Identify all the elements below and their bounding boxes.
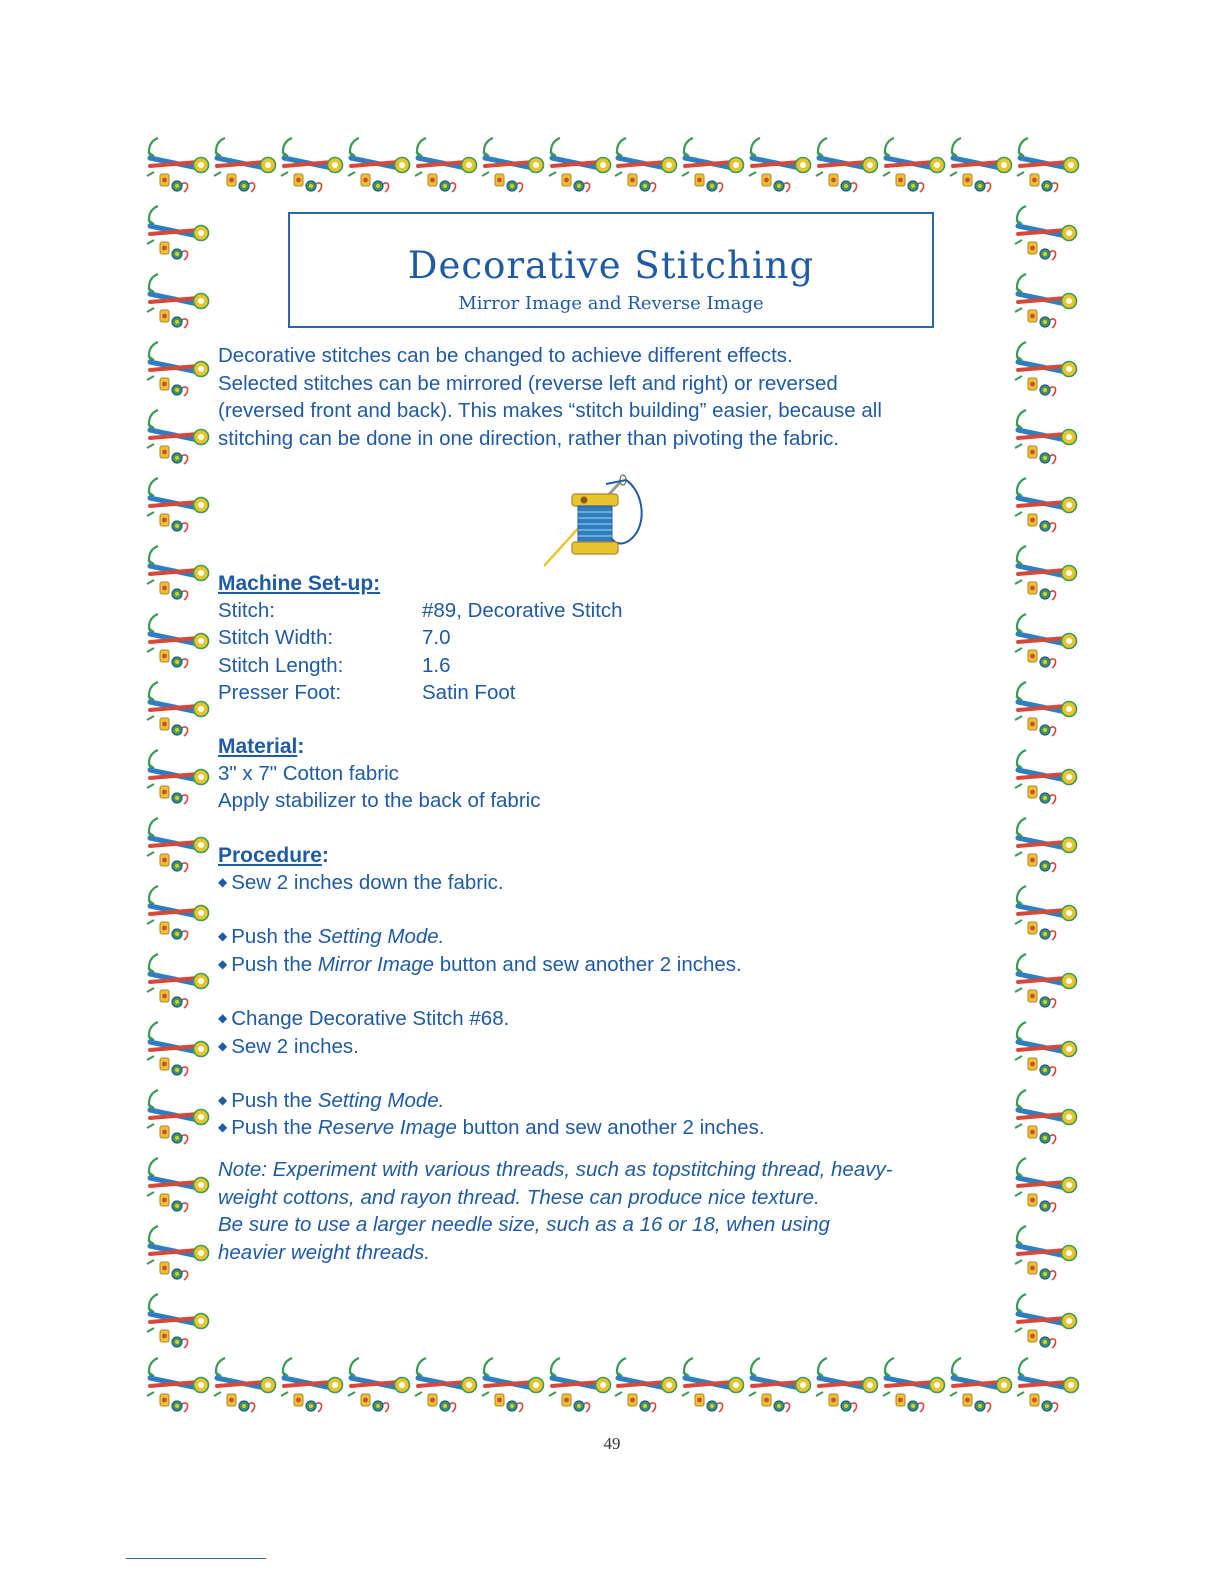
border-top: [144, 132, 1080, 200]
scissors-thread-spool-icon: [412, 1352, 478, 1420]
scissors-thread-spool-icon: [1012, 268, 1078, 336]
bullet-icon: ◆: [218, 1120, 228, 1135]
setup-value: Satin Foot: [422, 680, 516, 704]
scissors-thread-spool-icon: [679, 132, 745, 200]
scissors-thread-spool-icon: [144, 812, 210, 880]
scissors-thread-spool-icon: [345, 132, 411, 200]
scissors-thread-spool-icon: [144, 1352, 210, 1420]
heading-colon: :: [321, 843, 329, 867]
procedure-step: ◆ Sew 2 inches.: [218, 1034, 359, 1058]
procedure-step: ◆ Sew 2 inches down the fabric.: [218, 870, 504, 894]
procedure-step: ◆ Push the Reserve Image button and sew another 2 inches.: [218, 1116, 765, 1140]
scissors-thread-spool-icon: [1014, 1352, 1080, 1420]
bullet-icon: ◆: [218, 929, 228, 944]
setup-row: [218, 597, 1008, 624]
page-number: 49: [603, 1434, 621, 1453]
scissors-thread-spool-icon: [144, 608, 210, 676]
material-line: Apply stabilizer to the back of fabric: [218, 789, 541, 813]
border-right: [1012, 200, 1080, 1350]
scissors-thread-spool-icon: [1012, 812, 1078, 880]
scissors-thread-spool-icon: [1012, 676, 1078, 744]
bullet-icon: ◆: [218, 1038, 228, 1053]
scissors-thread-spool-icon: [1012, 540, 1078, 608]
title-box: [288, 212, 934, 328]
scissors-thread-spool-icon: [1012, 880, 1078, 948]
scissors-thread-spool-icon: [144, 404, 210, 472]
note-paragraph: [218, 1156, 1008, 1267]
border-bottom: [144, 1352, 1080, 1420]
scissors-thread-spool-icon: [144, 540, 210, 608]
scissors-thread-spool-icon: [144, 1016, 210, 1084]
scissors-thread-spool-icon: [746, 132, 812, 200]
machine-setup-heading: Machine Set-up:: [218, 572, 381, 595]
scissors-thread-spool-icon: [546, 132, 612, 200]
scissors-thread-spool-icon: [144, 268, 210, 336]
scissors-thread-spool-icon: [813, 132, 879, 200]
scissors-thread-spool-icon: [211, 132, 277, 200]
scissors-thread-spool-icon: [1012, 1084, 1078, 1152]
material-line: 3" x 7" Cotton fabric: [218, 762, 399, 786]
note-line: weight cottons, and rayon thread. These can produce nice texture.: [218, 1185, 820, 1209]
bullet-icon: ◆: [218, 956, 228, 971]
setup-value: 7.0: [422, 626, 451, 650]
scissors-thread-spool-icon: [144, 676, 210, 744]
thread-spool-needle-icon: [544, 474, 664, 570]
scissors-thread-spool-icon: [144, 1288, 210, 1350]
scissors-thread-spool-icon: [144, 132, 210, 200]
setup-label: Presser Foot:: [218, 680, 342, 704]
heading-colon: :: [297, 735, 305, 759]
setup-label: Stitch Width:: [218, 626, 334, 650]
scissors-thread-spool-icon: [479, 132, 545, 200]
procedure-section: [218, 842, 1008, 1142]
scissors-thread-spool-icon: [947, 132, 1013, 200]
scissors-thread-spool-icon: [1014, 132, 1080, 200]
scissors-thread-spool-icon: [880, 1352, 946, 1420]
scissors-thread-spool-icon: [1012, 744, 1078, 812]
scissors-thread-spool-icon: [1012, 1288, 1078, 1350]
material-heading: Material: [218, 735, 298, 759]
intro-line: stitching can be done in one direction, rather than pivoting the fabric.: [218, 426, 840, 450]
setup-row: [218, 679, 1008, 706]
setup-value: 1.6: [422, 653, 451, 677]
scissors-thread-spool-icon: [546, 1352, 612, 1420]
scissors-thread-spool-icon: [144, 1220, 210, 1288]
note-line: Be sure to use a larger needle size, such as a 16 or 18, when using: [218, 1213, 830, 1237]
scissors-thread-spool-icon: [1012, 1016, 1078, 1084]
note-line: Note: Experiment with various threads, such as topstitching thread, heavy-: [218, 1157, 893, 1181]
setup-value: #89, Decorative Stitch: [422, 599, 623, 622]
procedure-step: ◆ Push the Mirror Image button and sew another 2 inches.: [218, 952, 742, 976]
machine-setup-section: [218, 570, 1008, 706]
scissors-thread-spool-icon: [144, 336, 210, 404]
scissors-thread-spool-icon: [1012, 336, 1078, 404]
scissors-thread-spool-icon: [412, 132, 478, 200]
intro-line: Selected stitches can be mirrored (reverse left and right) or reversed: [218, 371, 838, 395]
scissors-thread-spool-icon: [144, 880, 210, 948]
scissors-thread-spool-icon: [947, 1352, 1013, 1420]
intro-paragraph: [218, 342, 1008, 452]
procedure-heading: Procedure: [218, 843, 322, 867]
scissors-thread-spool-icon: [1012, 1220, 1078, 1288]
intro-line: Decorative stitches can be changed to achieve different effects.: [218, 344, 793, 367]
scissors-thread-spool-icon: [144, 948, 210, 1016]
scissors-thread-spool-icon: [679, 1352, 745, 1420]
scissors-thread-spool-icon: [813, 1352, 879, 1420]
bullet-icon: ◆: [218, 1011, 228, 1026]
scissors-thread-spool-icon: [1012, 1152, 1078, 1220]
scissors-thread-spool-icon: [144, 1084, 210, 1152]
material-section: [218, 733, 1008, 815]
scissors-thread-spool-icon: [880, 132, 946, 200]
scissors-thread-spool-icon: [144, 744, 210, 812]
page-title: Decorative Stitching: [407, 244, 815, 287]
scissors-thread-spool-icon: [1012, 472, 1078, 540]
scissors-thread-spool-icon: [612, 1352, 678, 1420]
scissors-thread-spool-icon: [746, 1352, 812, 1420]
scissors-thread-spool-icon: [612, 132, 678, 200]
setup-label: Stitch Length:: [218, 653, 344, 677]
scissors-thread-spool-icon: [211, 1352, 277, 1420]
setup-label: Stitch:: [218, 599, 275, 622]
page-content: [218, 342, 1008, 1267]
procedure-step: ◆ Push the Setting Mode.: [218, 925, 445, 949]
scissors-thread-spool-icon: [1012, 404, 1078, 472]
scissors-thread-spool-icon: [144, 472, 210, 540]
bullet-icon: ◆: [218, 1093, 228, 1108]
procedure-step: ◆ Change Decorative Stitch #68.: [218, 1007, 510, 1031]
footer-rule: [126, 1558, 266, 1559]
scissors-thread-spool-icon: [278, 132, 344, 200]
scissors-thread-spool-icon: [345, 1352, 411, 1420]
procedure-step: ◆ Push the Setting Mode.: [218, 1089, 445, 1113]
scissors-thread-spool-icon: [1012, 608, 1078, 676]
setup-row: [218, 652, 1008, 679]
scissors-thread-spool-icon: [479, 1352, 545, 1420]
page-subtitle: Mirror Image and Reverse Image: [458, 293, 764, 314]
note-line: heavier weight threads.: [218, 1241, 430, 1265]
intro-line: (reversed front and back). This makes “stitch building” easier, because all: [218, 399, 882, 422]
border-left: [144, 200, 212, 1350]
setup-row: [218, 624, 1008, 651]
scissors-thread-spool-icon: [144, 200, 210, 268]
scissors-thread-spool-icon: [144, 1152, 210, 1220]
scissors-thread-spool-icon: [1012, 200, 1078, 268]
scissors-thread-spool-icon: [1012, 948, 1078, 1016]
scissors-thread-spool-icon: [278, 1352, 344, 1420]
bullet-icon: ◆: [218, 874, 228, 889]
